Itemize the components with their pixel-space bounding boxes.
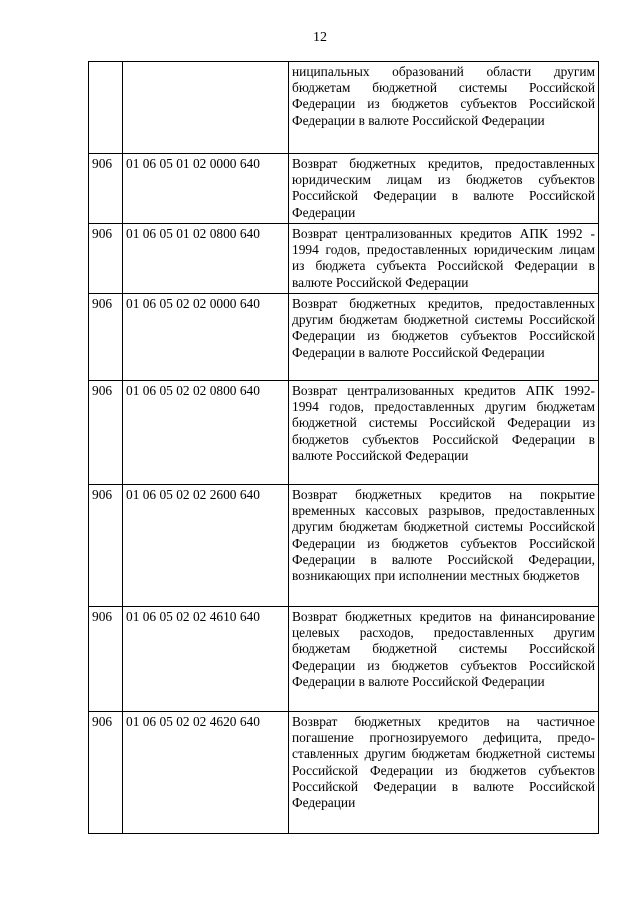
- budget-code-cell: 01 06 05 01 02 0000 640: [123, 154, 289, 224]
- budget-code-cell: 01 06 05 02 02 2600 640: [123, 485, 289, 607]
- budget-code-cell: [123, 62, 289, 154]
- admin-code-cell: 906: [89, 712, 123, 834]
- admin-code-cell: 906: [89, 294, 123, 381]
- budget-code-cell: 01 06 05 02 02 4620 640: [123, 712, 289, 834]
- budget-code-cell: 01 06 05 02 02 4610 640: [123, 607, 289, 712]
- description-cell: ниципальных образований области другим бюджетам бюджетной системы Российской Федерации из бюджетов субъектов Российской Федерации в валюте Российской Федерации: [289, 62, 599, 154]
- description-cell: Возврат бюджетных кредитов, предоставленных юридическим лицам из бюджетов субъектов Российской Федерации в валюте Российской Федерации: [289, 154, 599, 224]
- budget-code-cell: 01 06 05 02 02 0800 640: [123, 381, 289, 485]
- table-row: [89, 485, 599, 607]
- description-cell: Возврат централизованных кредитов АПК 1992-1994 годов, предоставленных другим бюджетам бюджетной системы Российской Федерации из бюджетов субъектов Российской Федерации в валюте Российской Федерации: [289, 381, 599, 485]
- admin-code-cell: [89, 62, 123, 154]
- description-cell: Возврат бюджетных кредитов на частичное погашение прогнозируемого дефицита, предоставленных другим бюджетам бюджетной системы Российской Федерации из бюджетов субъектов Российской Федерации в валюте Российской Федерации: [289, 712, 599, 834]
- table-row: [89, 381, 599, 485]
- description-cell: Возврат бюджетных кредитов на покрытие временных кассовых разрывов, предоставленных другим бюджетам бюджетной системы Российской Федерации из бюджетов субъектов Российской Федерации в валюте Российской Федерации, возникающих при исполнении местных бюджетов: [289, 485, 599, 607]
- table-row: [89, 607, 599, 712]
- admin-code-cell: 906: [89, 381, 123, 485]
- admin-code-cell: 906: [89, 224, 123, 294]
- description-cell: Возврат централизованных кредитов АПК 1992 - 1994 годов, предоставленных юридическим лицам из бюджета субъекта Российской Федерации в валюте Российской Федерации: [289, 224, 599, 294]
- budget-codes-table: [88, 61, 599, 834]
- table-row: [89, 154, 599, 224]
- table-row: [89, 224, 599, 294]
- budget-code-cell: 01 06 05 01 02 0800 640: [123, 224, 289, 294]
- table-row: [89, 712, 599, 834]
- admin-code-cell: 906: [89, 607, 123, 712]
- budget-code-cell: 01 06 05 02 02 0000 640: [123, 294, 289, 381]
- admin-code-cell: 906: [89, 154, 123, 224]
- table-row: [89, 62, 599, 154]
- page-number: 12: [313, 30, 327, 45]
- table-row: [89, 294, 599, 381]
- admin-code-cell: 906: [89, 485, 123, 607]
- description-cell: Возврат бюджетных кредитов на финансирование целевых расходов, предоставленных другим бюджетам бюджетной системы Российской Федерации из бюджетов субъектов Российской Федерации в валюте Российской Федерации: [289, 607, 599, 712]
- description-cell: Возврат бюджетных кредитов, предоставленных другим бюджетам бюджетной системы Российской Федерации из бюджетов субъектов Российской Федерации в валюте Российской Федерации: [289, 294, 599, 381]
